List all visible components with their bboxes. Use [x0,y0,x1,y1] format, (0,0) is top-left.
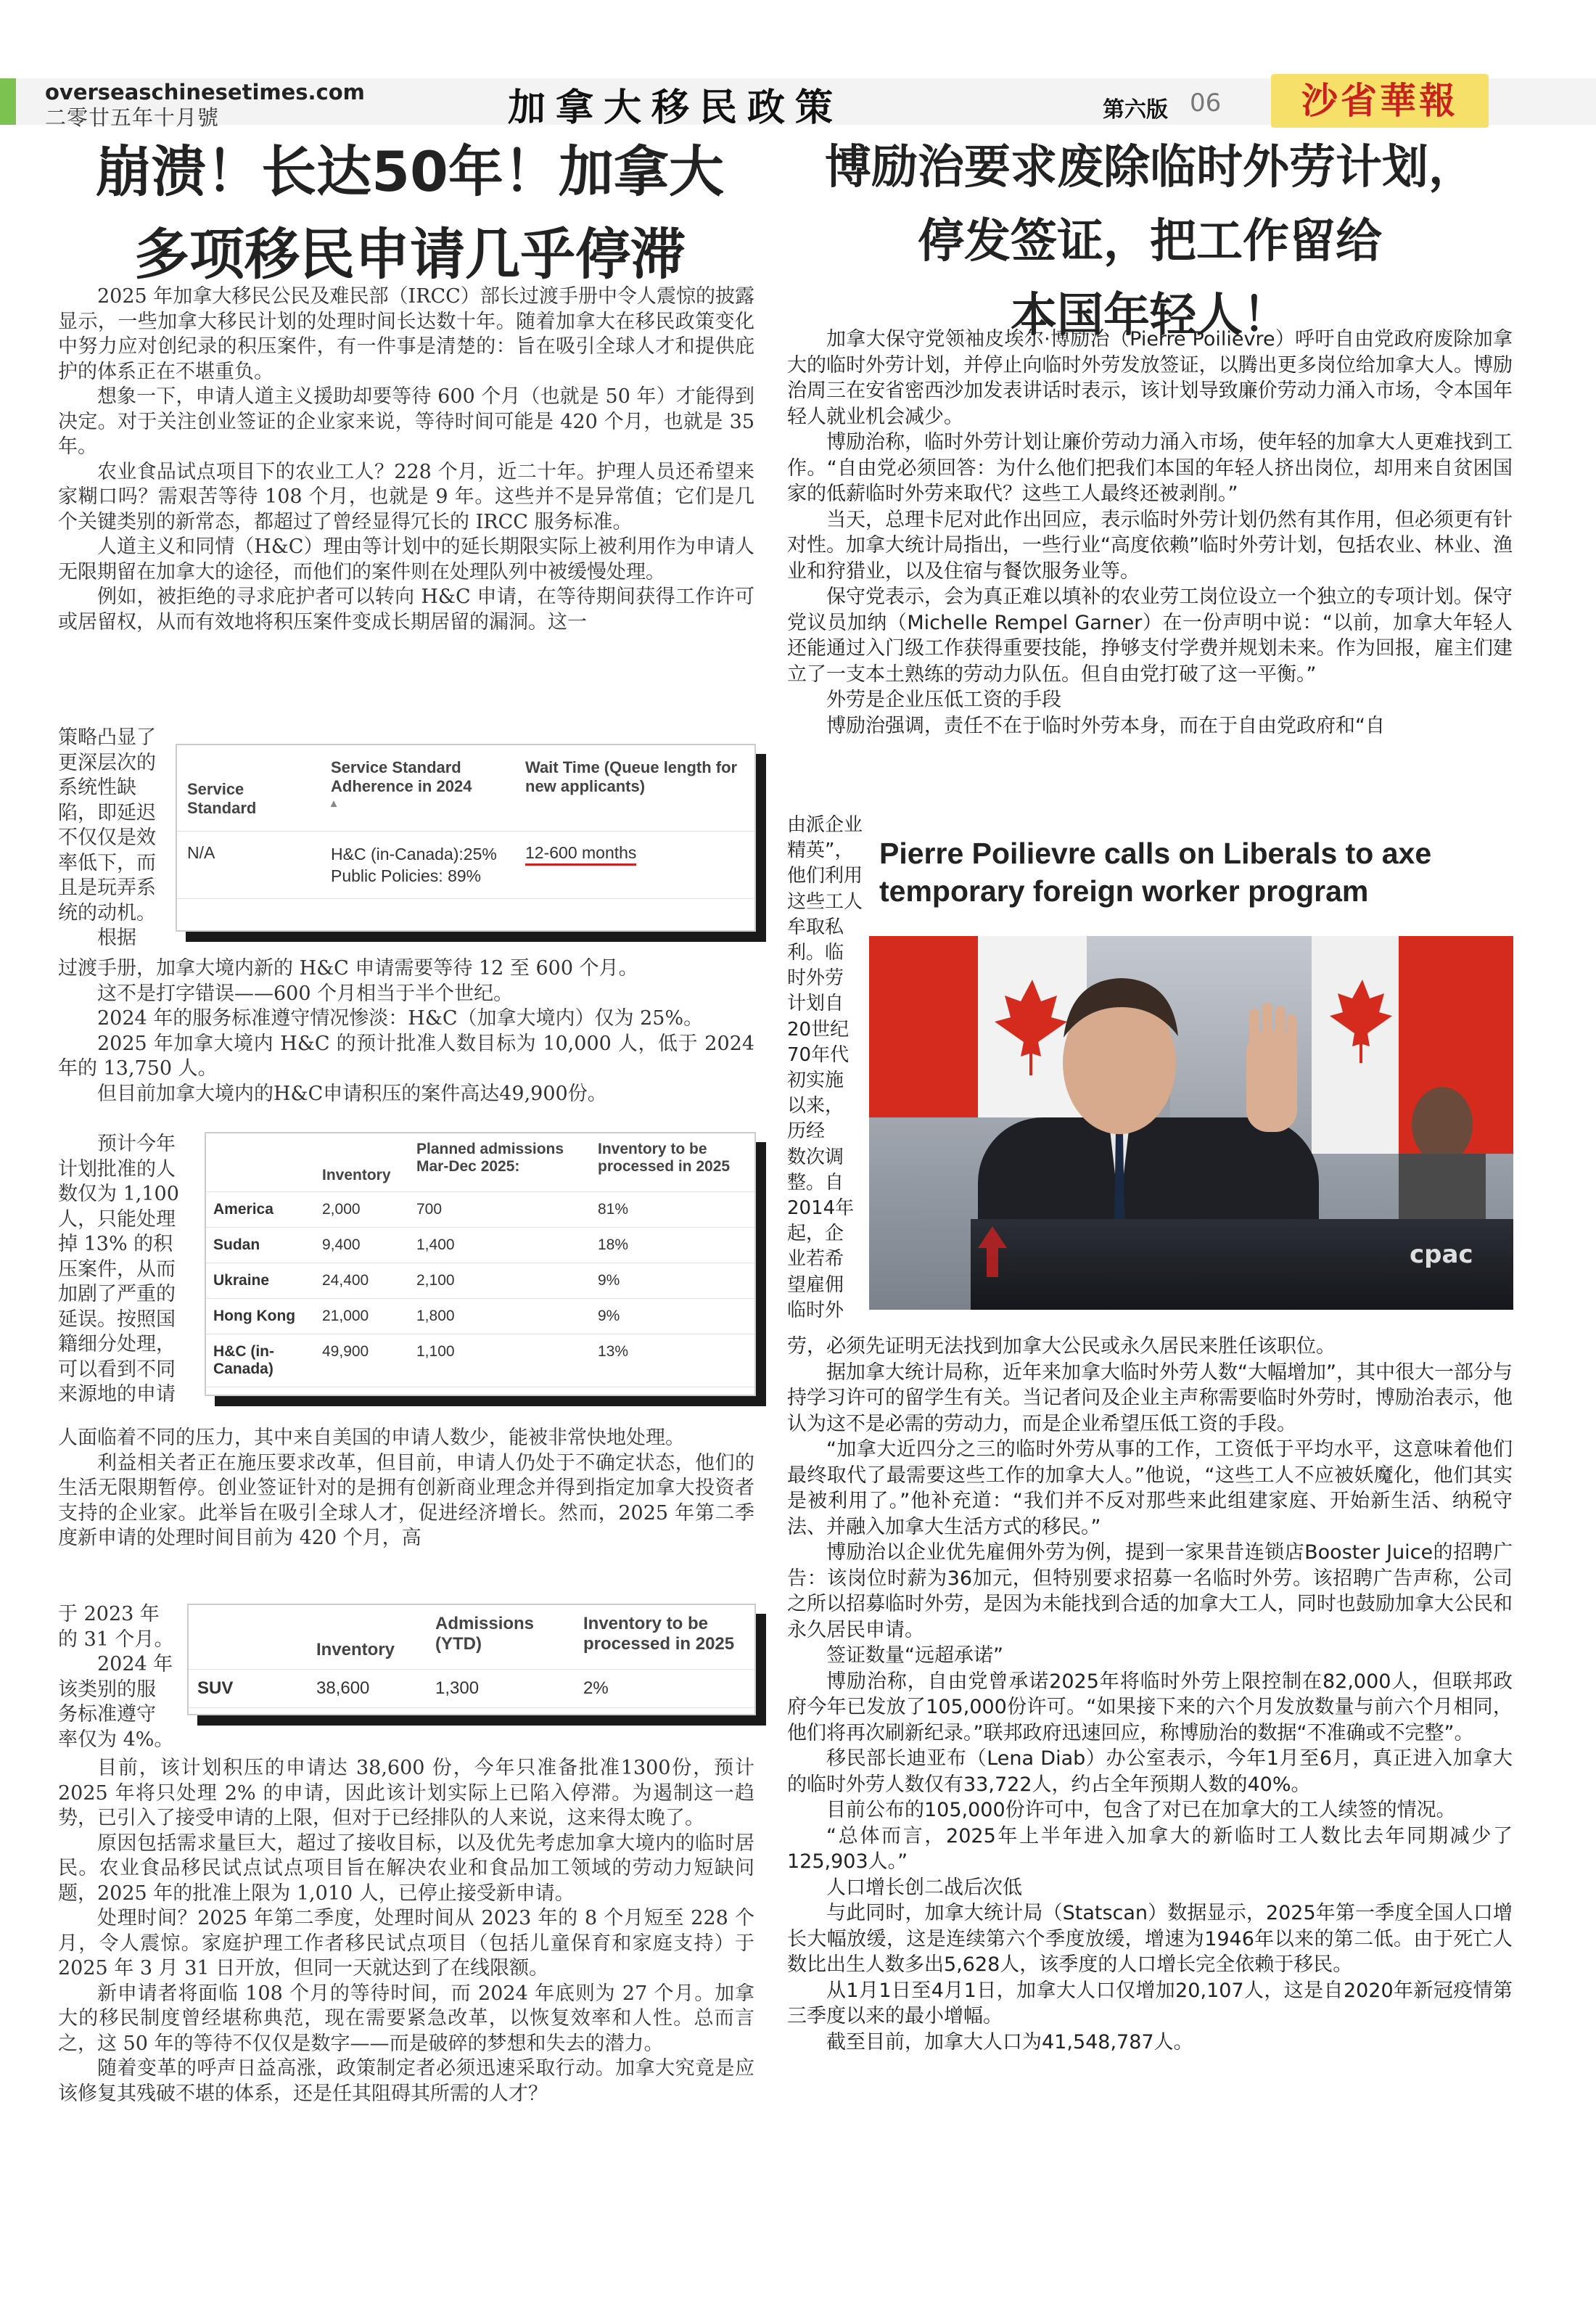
left-wrap-text-2: 预计今年计划批准的人数仅为 1,100 人，只能处理掉 13% 的积压案件，从而加剧了严重的延误。按照国籍细分处理，可以看到不同来源地的申请 [58,1133,179,1406]
suv-inventory-table [187,1604,756,1715]
wrap-line: 历经 [787,1120,826,1143]
paragraph: “加拿大近四分之三的临时外劳从事的工作，工资低于平均水平，这意味着他们最终取代了最需要这些工作的加拿大人。”他说，“这些工人不应被妖魔化，他们其实是被利用了。”他补充道：“我们并不反对那些来此组建家庭、开始新生活、纳税守法、并融入加拿大生活方式的移民。” [787,1438,1513,1538]
right-wrap-text [787,813,874,1324]
paragraph: 劳，必须先证明无法找到加拿大公民或永久居民来胜任该职位。 [787,1335,1336,1358]
table-cell: SUV [189,1669,308,1707]
table-header [189,1605,308,1669]
table-cell: N/A [177,831,321,898]
paragraph: 处理时间？2025 年第二季度，处理时间从 2023 年的 8 个月短至 228 个月，令人震惊。家庭护理工作者移民试点项目（包括儿童保育和家庭支持）于 2025 年 3 月 31 日开放，但同一天就达到了在线限额。 [58,1907,754,1979]
table-cell: 1,100 [409,1334,591,1387]
issue-date: 二零廿五年十月號 [45,105,220,130]
left-headline [65,131,754,296]
wrap-line: 临时外 [787,1299,844,1321]
table-cell: 2,100 [409,1263,591,1298]
paragraph: 截至目前，加拿大人口为41,548,787人。 [826,2030,1193,2054]
table-cell: 24,400 [315,1263,409,1298]
cell-line: Public Policies: 89% [331,866,482,885]
wrap-line: 以来， [787,1095,844,1117]
table-cell: 9,400 [315,1227,409,1263]
section-title: 加拿大移民政策 [508,86,844,130]
wrap-line: 整。自 [787,1171,844,1194]
table-row [206,1191,754,1227]
paragraph: 农业食品试点项目下的农业工人？228 个月，近二十年。护理人员还希望来家糊口吗？需艰苦等待 108 个月，也就是 9 年。这些并不是异常值；它们是几个关键类别的新常态，都超过了曾经显得冗长的 IRCC 服务标准。 [58,460,754,533]
wrap-line: 利。临 [787,942,844,964]
left-article-part-d [58,1756,754,2106]
table-cell: America [206,1191,315,1227]
paragraph: “总体而言，2025年上半年进入加拿大的新临时工人数比去年同期减少了125,903人。” [787,1824,1513,1873]
left-headline-line2: 多项移民申请几乎停滞 [134,222,686,287]
wrap-line: 20世纪 [787,1018,850,1041]
table-cell: 700 [409,1191,591,1227]
wrap-line: 牟取私 [787,916,844,938]
table-cell [515,831,754,898]
right-headline-line2: 停发签证，把工作留给 [918,215,1382,268]
wrap-line: 时外劳 [787,967,844,990]
left-wrap-text-3 [58,1602,174,1752]
paragraph: 2025 年加拿大境内 H&C 的预计批准人数目标为 10,000 人，低于 2024 年的 13,750 人。 [58,1032,754,1080]
left-headline-line1: 崩溃！长达50年！加拿大 [96,139,724,204]
wrap-line: 他们利用 [787,865,863,887]
paragraph: 原因包括需求量巨大，超过了接收目标，以及优先考虑加拿大境内的临时居民。农业食品移民试点试点项目旨在解决农业和食品加工领域的劳动力短缺问题，2025 年的批准上限为 1,010 人，已停止接受新申请。 [58,1831,754,1905]
paragraph: 过渡手册，加拿大境内新的 H&C 申请需要等待 12 至 600 个月。 [58,957,638,980]
table-cell: 2% [575,1669,754,1707]
table-header: Inventory to be processed in 2025 [575,1605,754,1669]
paragraph: 但目前加拿大境内的H&C申请积压的案件高达49,900份。 [97,1082,607,1105]
paragraph: 博励治称，自由党曾承诺2025年将临时外劳上限控制在82,000人，但联邦政府今年已发放了105,000份许可。“如果接下来的六个月发放数量与前六个月相同，他们将再次刷新纪录。”联邦政府迅速回应，称博励治的数据“不准确或不完整”。 [787,1670,1513,1744]
table-cell: 13% [591,1334,754,1387]
page-label: 第六版 [1103,97,1168,123]
left-article-part-b [58,956,754,1107]
paragraph: 加拿大保守党领袖皮埃尔·博励治（Pierre Poilievre）呼吁自由党政府废除加拿大的临时外劳计划，并停止向临时外劳发放签证，以腾出更多岗位给加拿大人。博励治周三在安省密西沙加发表讲话时表示，该计划导致廉价劳动力涌入市场，令本国年轻人就业机会减少。 [787,328,1513,428]
paragraph: 2024 年的服务标准遵守情况惨淡：H&C（加拿大境内）仅为 25%。 [97,1007,704,1030]
wrap-line: 数次调 [787,1146,844,1168]
table-header: Planned admissions Mar-Dec 2025: [409,1133,591,1191]
wrap-line: 业若希 [787,1248,844,1271]
page-number: 06 [1190,89,1222,118]
right-headline-line1: 博励治要求废除临时外劳计划， [825,141,1475,194]
wrap-line: 2014年 [787,1197,855,1220]
table-header [206,1133,315,1191]
paragraph: 人道主义和同情（H&C）理由等计划中的延长期限实际上被利用作为申请人无限期留在加拿大的途径，而他们的案件则在处理队列中被缓慢处理。 [58,536,754,583]
highlighted-wait-time: 12-600 months [525,843,636,866]
table-header: Inventory [315,1133,409,1191]
table-row [206,1263,754,1298]
paragraph: 目前公布的105,000份许可中，包含了对已在加拿大的工人续签的情况。 [826,1799,1456,1821]
paragraph: 目前，该计划积压的申请达 38,600 份，今年只准备批准1300份，预计 2025 年将只处理 2% 的申请，因此该计划实际上已陷入停滞。为遏制这一趋势，已引入了接受申请的上限，但对于已经排队的人来说，这来得太晚了。 [58,1757,754,1829]
wrap-line: 起，企 [787,1223,844,1245]
paragraph: 博励治以企业优先雇佣外劳为例，提到一家果昔连锁店Booster Juice的招聘广告：该岗位时薪为36加元，但特别要求招募一名临时外劳。该招聘广告声称，公司之所以招募临时外劳，是因为未能找到合适的加拿大工人，同时也鼓励加拿大公民和永久居民申请。 [787,1541,1513,1641]
wrap-line: 这些工人 [787,890,863,913]
table-row [206,1298,754,1334]
table-header: Admissions (YTD) [427,1605,575,1669]
table-header: Wait Time (Queue length for new applicants) [515,745,754,831]
table-cell: 38,600 [308,1669,427,1707]
table-cell: 2,000 [315,1191,409,1227]
left-article-part-c [58,1426,754,1551]
wrap-line: 由派企业 [787,814,863,836]
photo-caption: Pierre Poilievre calls on Liberals to axe temporary foreign worker program [879,837,1432,908]
table-cell: 81% [591,1191,754,1227]
table-row [206,1227,754,1263]
table-cell: 49,900 [315,1334,409,1387]
country-inventory-table [205,1132,756,1396]
right-headline-line3: 本国年轻人！ [1011,289,1289,342]
paragraph: 保守党表示，会为真正难以填补的农业劳工岗位设立一个独立的专项计划。保守党议员加纳（Michelle Rempel Garner）在一份声明中说：“以前，加拿大年轻人还能通过入门级工作获得重要技能，挣够支付学费并规划未来。作为回报，雇主们建立了一支本土熟练的劳动力队伍。但自由党打破了这一平衡。” [787,586,1513,686]
table-cell: 1,300 [427,1669,575,1707]
wrap-line: 望雇佣 [787,1273,844,1296]
table-header-text: Service Standard Adherence in 2024 [331,758,472,795]
paragraph: 想象一下，申请人道主义援助却要等待 600 个月（也就是 50 年）才能得到决定。对于关注创业签证的企业家来说，等待时间可能是 420 个月，也就是 35 年。 [58,385,754,458]
paragraph: 利益相关者正在施压要求改革，但目前，申请人仍处于不确定状态，他们的生活无限期暂停。创业签证针对的是拥有创新商业理念并得到指定加拿大投资者支持的企业家。此举旨在吸引全球人才，促进经济增长。然而，2025 年第二季度新申请的处理时间目前为 420 个月，高 [58,1451,754,1549]
right-article-part-c [787,1334,1513,2055]
wrap-text: 策略凸显了更深层次的系统性缺陷，即延迟不仅仅是效率低下，而且是玩弄系统的动机。 [58,726,156,924]
press-conference-photo [869,936,1513,1310]
table-cell: 1,800 [409,1298,591,1334]
right-headline [787,131,1513,353]
table-row [189,1669,754,1707]
subheading: 人口增长创二战后次低 [826,1876,1022,1899]
table-header: Service Standard [177,745,321,831]
paragraph: 随着变革的呼声日益高涨，政策制定者必须迅速采取行动。加拿大究竟是应该修复其残破不堪的体系，还是任其阻碍其所需的人才？ [58,2057,754,2105]
table-header [321,745,515,831]
table-cell: 9% [591,1298,754,1334]
table-row [206,1334,754,1387]
paragraph: 与此同时，加拿大统计局（Statscan）数据显示，2025年第一季度全国人口增长大幅放缓，这是连续第六个季度放缓，增速为1946年以来的第二低。由于死亡人数比出生人数多出5,628人，该季度的人口增长完全依赖于移民。 [787,1902,1513,1976]
table-cell: 9% [591,1263,754,1298]
table-cell: Hong Kong [206,1298,315,1334]
paragraph: 当天，总理卡尼对此作出回应，表示临时外劳计划仍然有其作用，但必须更有针对性。加拿大统计局指出，一些行业“高度依赖”临时外劳计划，包括农业、林业、渔业和狩猎业，以及住宿与餐饮服务业等。 [787,508,1513,583]
table-cell: 18% [591,1227,754,1263]
subheading: 签证数量“远超承诺” [826,1644,1003,1667]
cpac-watermark: cpac [1410,1240,1473,1269]
wrap-text: 2024 年该类别的服务标准遵守率仅为 4%。 [58,1653,174,1751]
table-cell: Sudan [206,1227,315,1263]
wrap-line: 70年代 [787,1043,850,1066]
table-header: Inventory [308,1605,427,1669]
left-wrap-text-1 [58,726,167,951]
table-header: Inventory to be processed in 2025 [591,1133,754,1191]
wrap-text-tail: 根据 [97,927,136,949]
table-cell: Ukraine [206,1263,315,1298]
header-accent [0,78,16,125]
right-article-part-a [787,327,1513,739]
news-photo [869,936,1513,1310]
paragraph: 移民部长迪亚布（Lena Diab）办公室表示，今年1月至6月，真正进入加拿大的临时外劳人数仅有33,722人，约占全年预期人数的40%。 [787,1747,1513,1796]
sort-icon: ▴ [331,797,337,810]
site-url[interactable]: overseaschinesetimes.com [45,80,365,104]
wrap-text: 于 2023 年的 31 个月。 [58,1603,174,1651]
subheading: 外劳是企业压低工资的手段 [826,689,1061,711]
paragraph: 从1月1日至4月1日，加拿大人口仅增加20,107人，这是自2020年新冠疫情第三季度以来的最小增幅。 [787,1979,1513,2027]
paragraph: 新申请者将面临 108 个月的等待时间，而 2024 年底则为 27 个月。加拿大的移民制度曾经堪称典范，现在需要紧急改革，以恢复效率和人性。总而言之，这 50 年的等待不仅仅是数字——而是破碎的梦想和失去的潜力。 [58,1982,754,2055]
newspaper-logo: 沙省華報 [1271,74,1489,128]
paragraph: 例如，被拒绝的寻求庇护者可以转向 H&C 申请，在等待期间获得工作许可或居留权，从而有效地将积压案件变成长期居留的漏洞。这一 [58,586,754,633]
table-cell [321,831,515,898]
paragraph: 博励治强调，责任不在于临时外劳本身，而在于自由党政府和“自 [826,714,1385,737]
wrap-line: 计划自 [787,993,844,1015]
service-standard-table [176,744,756,932]
podium [971,1219,1513,1310]
cell-line: H&C (in-Canada):25% [331,844,497,863]
wrap-line: 初实施 [787,1070,844,1092]
paragraph: 2025 年加拿大移民公民及难民部（IRCC）部长过渡手册中令人震惊的披露显示，一些加拿大移民计划的处理时间长达数十年。随着加拿大在移民政策变化中努力应对创纪录的积压案件，有一件事是清楚的：旨在吸引全球人才和提供庇护的体系正在不堪重负。 [58,285,754,383]
left-article-part-a [58,284,754,635]
paragraph: 据加拿大统计局称，近年来加拿大临时外劳人数“大幅增加”，其中很大一部分与持学习许可的留学生有关。当记者问及企业主声称需要临时外劳时，博励治表示，他认为这不是必需的劳动力，而是企业希望压低工资的手段。 [787,1361,1513,1435]
table-cell: H&C (in-Canada) [206,1334,315,1387]
paragraph: 博励治称，临时外劳计划让廉价劳动力涌入市场，使年轻的加拿大人更难找到工作。“自由党必须回答：为什么他们把我们本国的年轻人挤出岗位，却用来自贫困国家的低薪临时外劳来取代？这些工人最终还被剥削。” [787,431,1513,505]
paragraph: 人面临着不同的压力，其中来自美国的申请人数少，能被非常快地处理。 [58,1427,685,1449]
table-cell: 21,000 [315,1298,409,1334]
table-cell: 1,400 [409,1227,591,1263]
wrap-line: 精英”， [787,840,854,862]
paragraph: 这不是打字错误——600 个月相当于半个世纪。 [97,982,514,1005]
canadian-flag-left [869,936,1087,1117]
